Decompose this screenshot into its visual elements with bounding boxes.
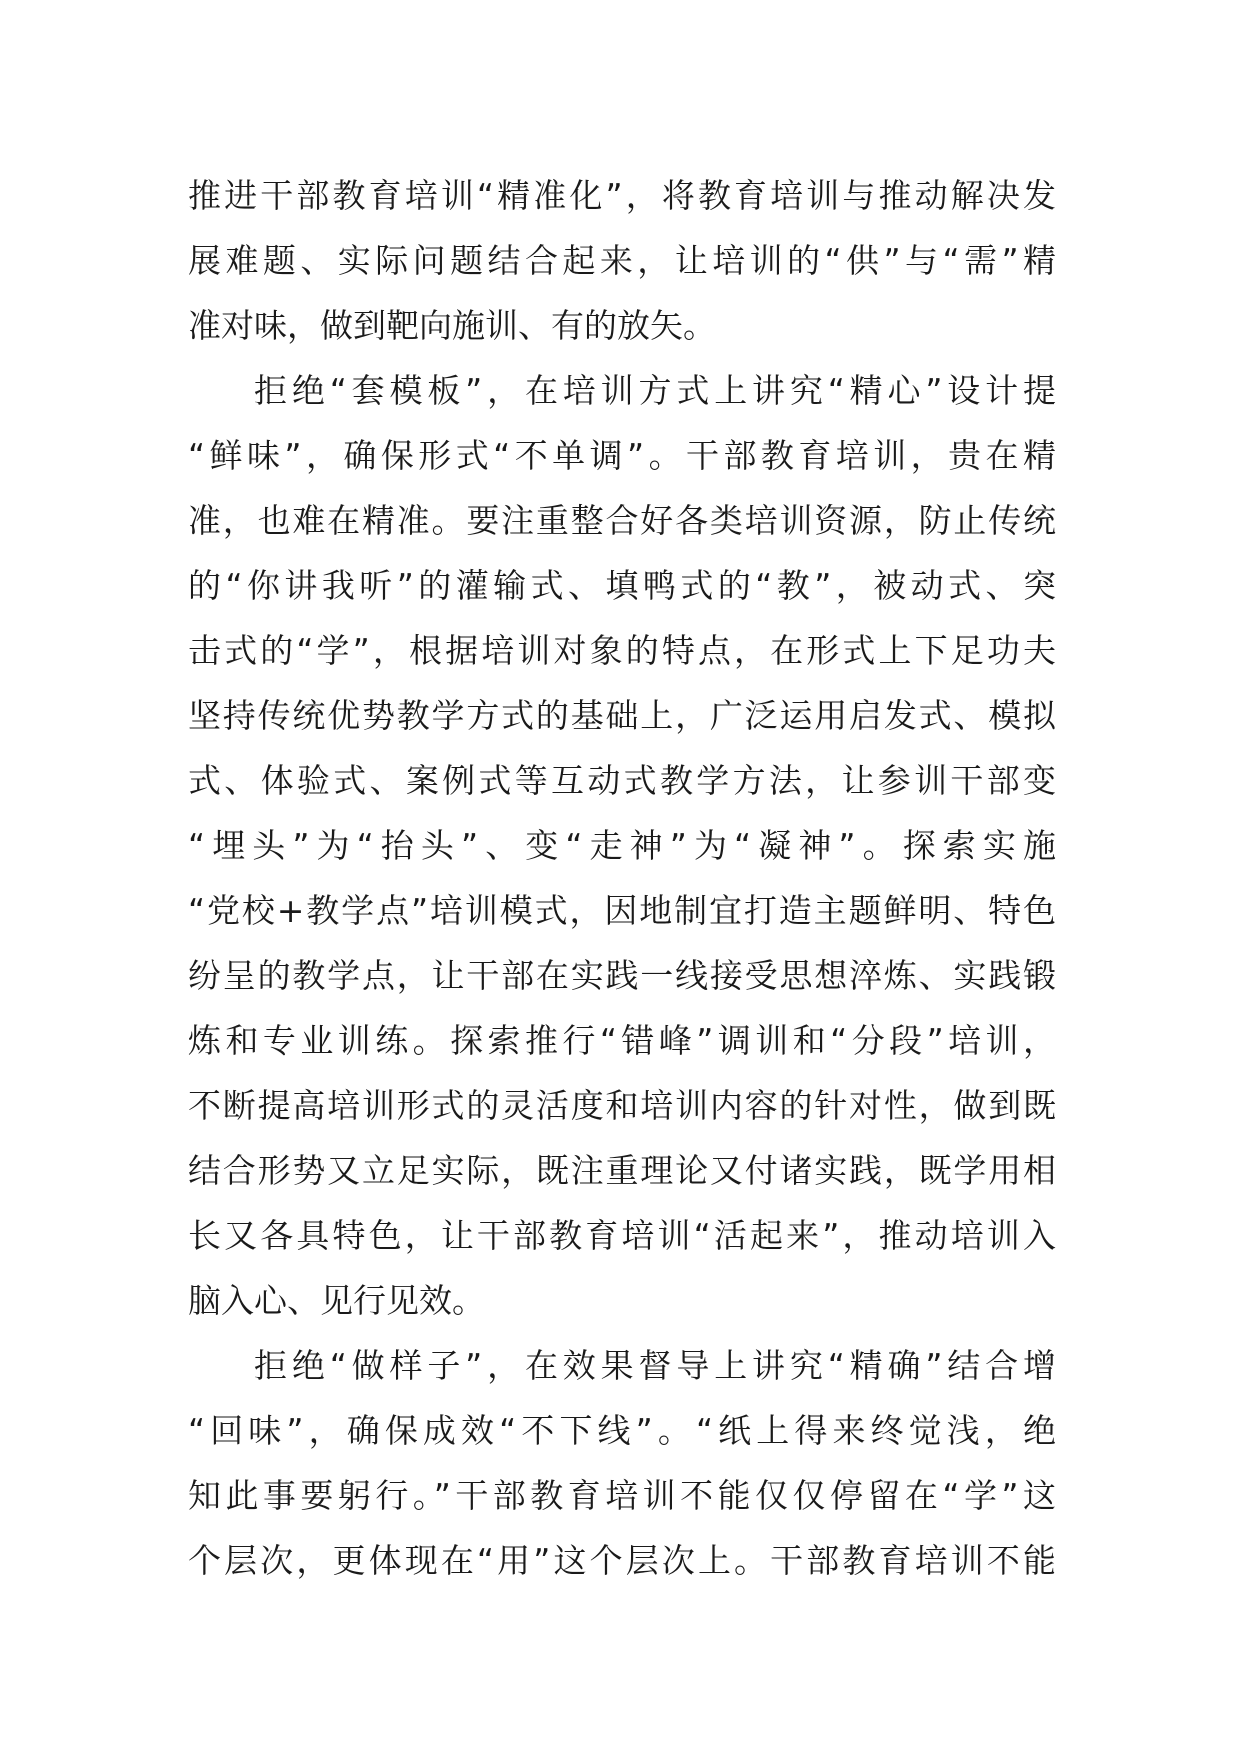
body-text [188,163,1056,1593]
text-line: 长又各具特色，让干部教育培训“活起来”，推动培训入 [188,1216,1056,1255]
text-line: “党校+教学点”培训模式，因地制宜打造主题鲜明、特色 [188,891,1056,930]
text-line: 脑入心、见行见效。 [188,1281,485,1320]
text-line: “回味”，确保成效“不下线”。“纸上得来终觉浅，绝 [188,1411,1056,1450]
text-line: 击式的“学”，根据培训对象的特点，在形式上下足功夫 [188,631,1056,670]
text-line: 坚持传统优势教学方式的基础上，广泛运用启发式、模拟 [188,696,1056,735]
text-line: 纷呈的教学点，让干部在实践一线接受思想淬炼、实践锻 [188,956,1056,995]
text-line: 准，也难在精准。要注重整合好各类培训资源，防止传统 [188,501,1056,540]
text-line: 的“你讲我听”的灌输式、填鸭式的“教”，被动式、突 [188,566,1056,605]
text-line: 准对味，做到靶向施训、有的放矢。 [188,306,716,345]
text-line: 知此事要躬行。”干部教育培训不能仅仅停留在“学”这 [188,1476,1056,1515]
text-line: “鲜味”，确保形式“不单调”。干部教育培训，贵在精 [188,436,1056,475]
text-line: 炼和专业训练。探索推行“错峰”调训和“分段”培训， [188,1021,1056,1060]
text-line: “埋头”为“抬头”、变“走神”为“凝神”。探索实施 [188,826,1056,865]
paragraph-first-line: 拒绝“做样子”，在效果督导上讲究“精确”结合增 [254,1346,1056,1385]
text-line: 展难题、实际问题结合起来，让培训的“供”与“需”精 [188,241,1056,280]
text-line: 结合形势又立足实际，既注重理论又付诸实践，既学用相 [188,1151,1056,1190]
text-line: 式、体验式、案例式等互动式教学方法，让参训干部变 [188,761,1056,800]
text-line: 不断提高培训形式的灵活度和培训内容的针对性，做到既 [188,1086,1056,1125]
text-line: 个层次，更体现在“用”这个层次上。干部教育培训不能 [188,1541,1056,1580]
text-line: 推进干部教育培训“精准化”，将教育培训与推动解决发 [188,176,1056,215]
paragraph-first-line: 拒绝“套模板”，在培训方式上讲究“精心”设计提 [254,371,1056,410]
